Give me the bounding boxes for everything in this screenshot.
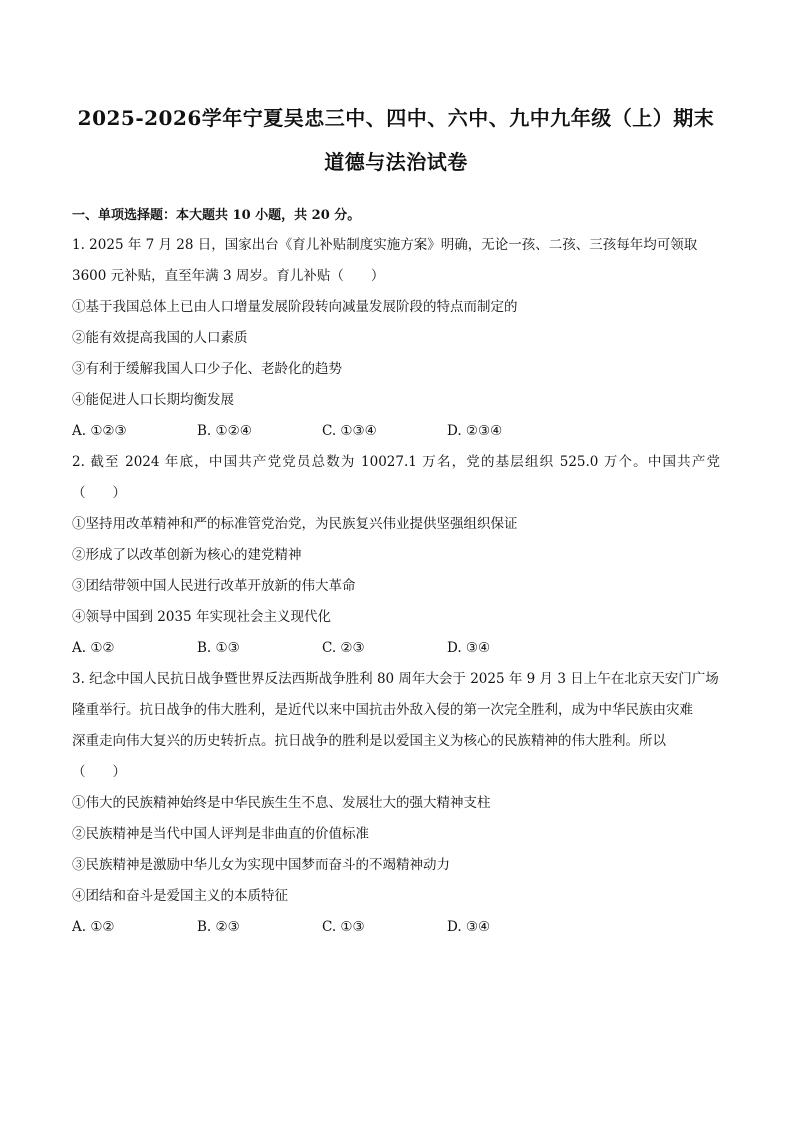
answer-choices [72,416,720,447]
question-1 [72,230,720,447]
statement: ②民族精神是当代中国人评判是非曲直的价值标准 [72,826,369,842]
question-stem-line: （ ） [72,764,126,780]
choice-b: B. ①②④ [197,423,252,439]
statement: ①坚持用改革精神和严的标准管党治党，为民族复兴伟业提供坚强组织保证 [72,516,518,532]
question-2 [72,447,720,664]
answer-choices [72,912,720,943]
question-stem-line: 隆重举行。抗日战争的伟大胜利，是近代以来中国抗击外敌入侵的第一次完全胜利，成为中华民族由灾难 [72,702,693,718]
question-3 [72,664,720,943]
statement: ④团结和奋斗是爱国主义的本质特征 [72,888,288,904]
section-header: 一、单项选择题：本大题共 10 小题，共 20 分。 [72,208,361,223]
question-stem-line: 3. 纪念中国人民抗日战争暨世界反法西斯战争胜利 80 周年大会于 2025 年 9 月 3 日上午在北京天安门广场 [72,671,719,687]
question-stem-line: 2. 截至 2024 年底，中国共产党党员总数为 10027.1 万名，党的基层组织 525.0 万个。中国共产党（ ） [72,454,720,501]
choice-d: D. ③④ [447,919,491,935]
exam-title-line2: 道德与法治试卷 [324,150,468,174]
statement: ③民族精神是激励中华儿女为实现中国梦而奋斗的不竭精神动力 [72,857,450,873]
choice-c: C. ①③④ [322,423,377,439]
choice-a: A. ①② [72,640,115,656]
statement: ③有利于缓解我国人口少子化、老龄化的趋势 [72,361,342,377]
statement: ④能促进人口长期均衡发展 [72,392,234,408]
choice-d: D. ③④ [447,640,491,656]
question-stem-line: 深重走向伟大复兴的历史转折点。抗日战争的胜利是以爱国主义为核心的民族精神的伟大胜利。所以 [72,733,666,749]
statement: ③团结带领中国人民进行改革开放新的伟大革命 [72,578,356,594]
choice-a: A. ①② [72,919,115,935]
statement: ②能有效提高我国的人口素质 [72,330,248,346]
question-stem-line: 1. 2025 年 7 月 28 日，国家出台《育儿补贴制度实施方案》明确，无论一孩、二孩、三孩每年均可领取 [72,237,698,253]
choice-a: A. ①②③ [72,423,127,439]
exam-title-line1: 2025-2026学年宁夏吴忠三中、四中、六中、九中九年级（上）期末 [77,106,715,130]
choice-b: B. ①③ [197,640,240,656]
statement: ④领导中国到 2035 年实现社会主义现代化 [72,609,331,625]
choice-c: C. ①③ [322,919,365,935]
statement: ①基于我国总体上已由人口增量发展阶段转向减量发展阶段的特点而制定的 [72,299,518,315]
statement: ①伟大的民族精神始终是中华民族生生不息、发展壮大的强大精神支柱 [72,795,491,811]
statement: ②形成了以改革创新为核心的建党精神 [72,547,302,563]
choice-d: D. ②③④ [447,423,503,439]
question-stem-line: 3600 元补贴，直至年满 3 周岁。育儿补贴（ ） [72,268,385,284]
answer-choices [72,633,720,664]
choice-c: C. ②③ [322,640,365,656]
choice-b: B. ②③ [197,919,240,935]
